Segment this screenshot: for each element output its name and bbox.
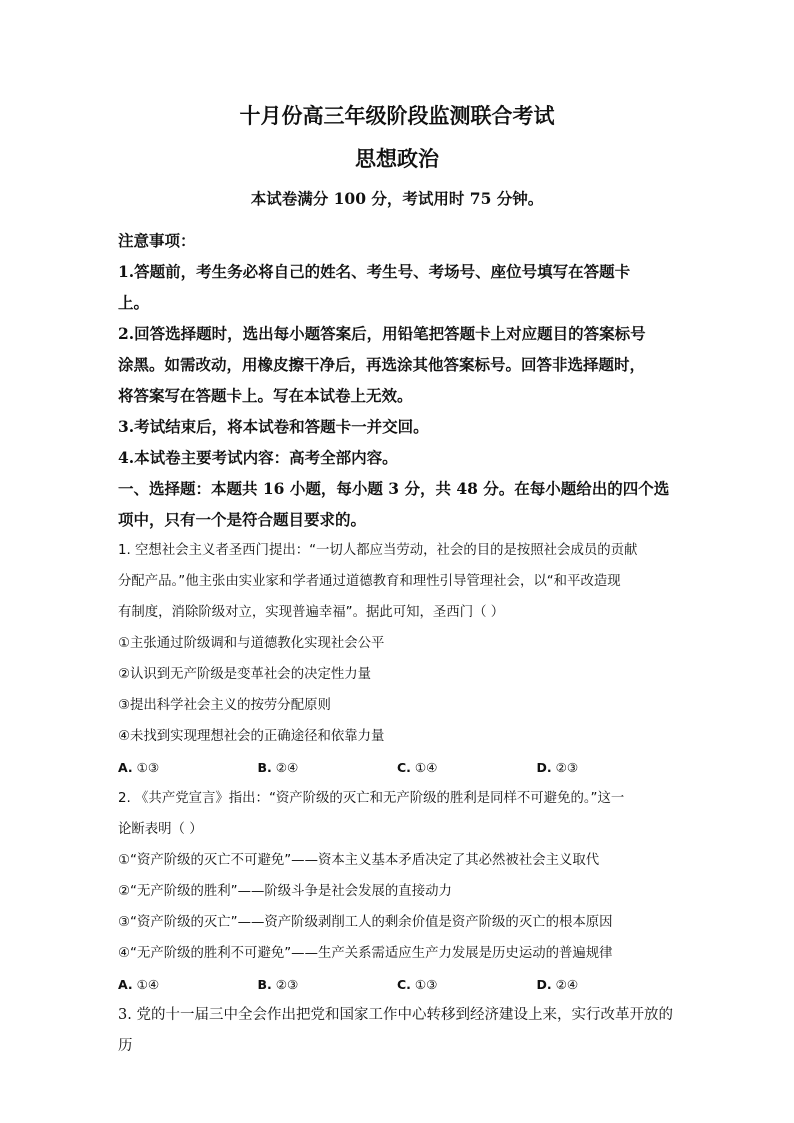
question-3-stem: 3. 党的十一届三中全会作出把党和国家工作中心转移到经济建设上来，实行改革开放的历 [118, 1006, 673, 1054]
notes-line: 2.回答选择题时，选出每小题答案后，用铅笔把答题卡上对应题目的答案标号 [118, 323, 646, 343]
notes-heading: 注意事项： [118, 230, 196, 250]
option-c: C. ①③ [397, 976, 438, 992]
question-1-options [118, 752, 676, 783]
exam-subject: 思想政治 [355, 146, 439, 171]
statement: ④未找到实现理想社会的正确途径和依靠力量 [118, 728, 385, 744]
section-heading: 一、选择题：本题共 16 小题，每小题 3 分，共 48 分。在每小题给出的四个选 [118, 478, 670, 498]
question-stem: 2. 《共产党宣言》指出：“资产阶级的灭亡和无产阶级的胜利是同样不可避免的。”这一 [118, 790, 625, 806]
statement: ②“无产阶级的胜利”——阶级斗争是社会发展的直接动力 [118, 883, 452, 899]
option-a: A. ①④ [118, 976, 160, 992]
section-heading: 项中，只有一个是符合题目要求的。 [118, 509, 367, 529]
option-c: C. ①④ [397, 759, 438, 775]
exam-subtitle: 本试卷满分 100 分，考试用时 75 分钟。 [250, 189, 544, 208]
notes-line: 涂黑。如需改动，用橡皮擦干净后，再选涂其他答案标号。回答非选择题时， [118, 354, 646, 374]
notes-line: 上。 [118, 292, 150, 312]
notes-section [118, 225, 676, 535]
statement: ④“无产阶级的胜利不可避免”——生产关系需适应生产力发展是历史运动的普遍规律 [118, 945, 613, 961]
statement: ①主张通过阶级调和与道德教化实现社会公平 [118, 635, 385, 651]
question-stem: 分配产品。”他主张由实业家和学者通过道德教育和理性引导管理社会，以“和平改造现 [118, 573, 621, 589]
statement: ③“资产阶级的灭亡”——资产阶级剥削工人的剩余价值是资产阶级的灭亡的根本原因 [118, 914, 613, 930]
option-a: A. ①③ [118, 759, 160, 775]
notes-line: 4.本试卷主要考试内容：高考全部内容。 [118, 447, 398, 467]
question-stem: 论断表明（ ） [118, 821, 203, 837]
question-stem: 1. 空想社会主义者圣西门提出：“一切人都应当劳动，社会的目的是按照社会成员的贡献 [118, 542, 638, 558]
option-d: D. ②③ [536, 759, 579, 775]
question-1 [118, 535, 676, 752]
exam-title: 十月份高三年级阶段监测联合考试 [239, 103, 555, 128]
statement: ③提出科学社会主义的按劳分配原则 [118, 697, 331, 713]
question-2-options [118, 969, 676, 1000]
option-d: D. ②④ [536, 976, 579, 992]
notes-line: 将答案写在答题卡上。写在本试卷上无效。 [118, 385, 413, 405]
question-2 [118, 783, 676, 969]
question-stem: 有制度，消除阶级对立，实现普遍幸福”。据此可知，圣西门（ ） [118, 604, 505, 620]
notes-line: 3.考试结束后，将本试卷和答题卡一并交回。 [118, 416, 429, 436]
notes-line: 1.答题前，考生务必将自己的姓名、考生号、考场号、座位号填写在答题卡 [118, 261, 631, 281]
option-b: B. ②③ [257, 976, 299, 992]
statement: ①“资产阶级的灭亡不可避免”——资本主义基本矛盾决定了其必然被社会主义取代 [118, 852, 600, 868]
option-b: B. ②④ [257, 759, 299, 775]
statement: ②认识到无产阶级是变革社会的决定性力量 [118, 666, 372, 682]
